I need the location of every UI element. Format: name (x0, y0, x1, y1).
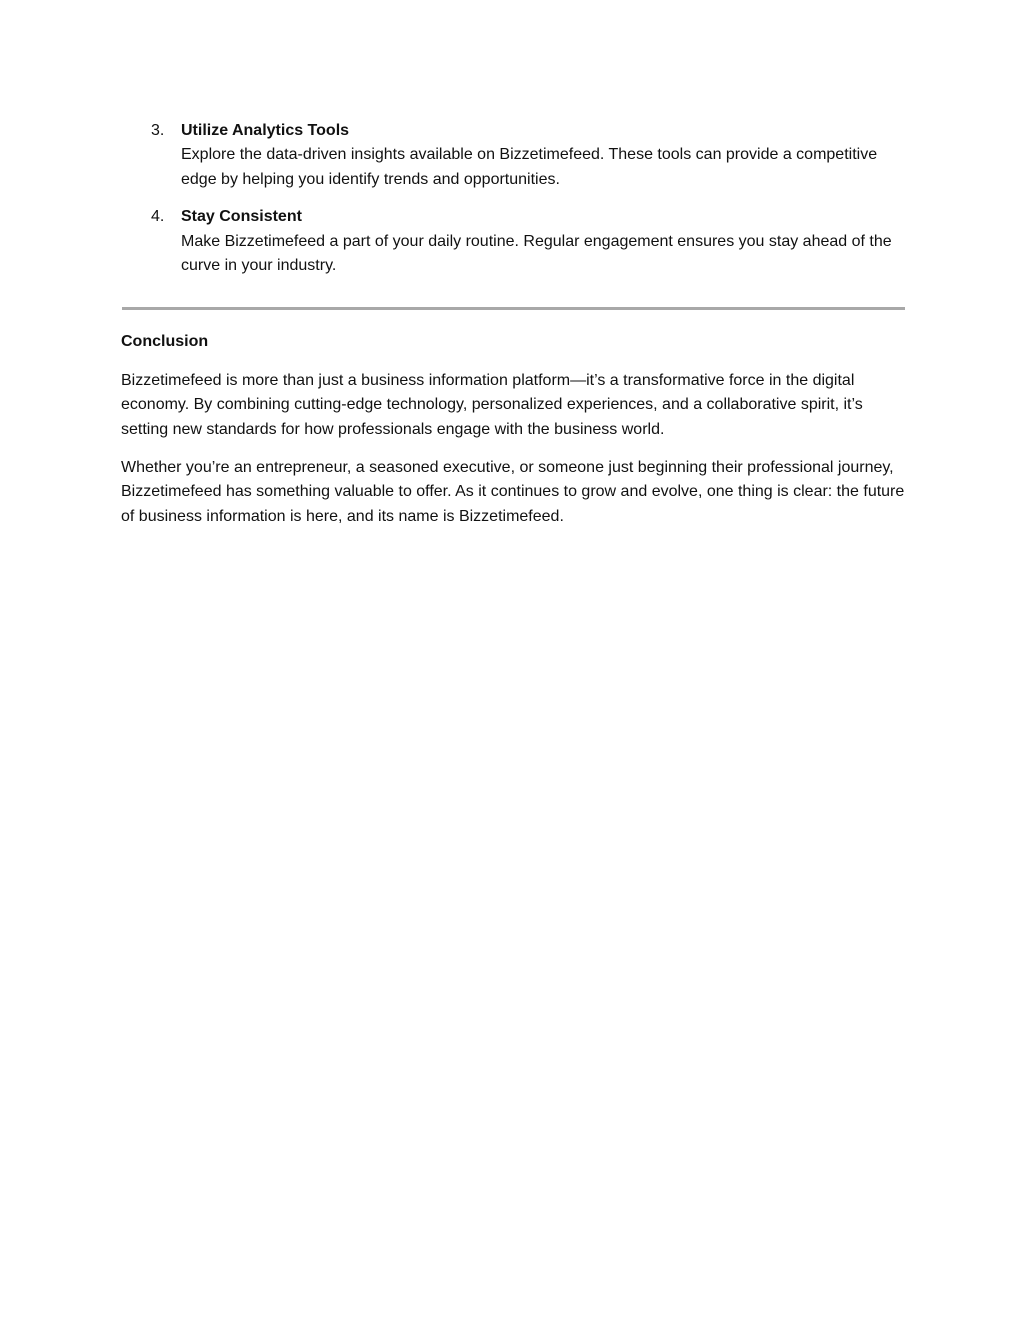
section-divider (122, 307, 905, 310)
document-content (121, 119, 906, 543)
list-item-text: Make Bizzetimefeed a part of your daily routine. Regular engagement ensures you stay ahead of the curve in your industry. (181, 232, 892, 275)
list-item-number: 4. (151, 208, 165, 226)
list-item-text: Explore the data-driven insights available on Bizzetimefeed. These tools can provide a competitive edge by helping you identify trends and opportunities. (181, 146, 878, 188)
conclusion-paragraph: Whether you’re an entrepreneur, a seasoned executive, or someone just beginning their professional journey, Bizzetimefeed has something valuable to offer. As it continues to grow and evolve, one thing is clear: the future of business information is here, and its name is Bizzetimefeed. (121, 459, 905, 525)
conclusion-paragraph: Bizzetimefeed is more than just a business information platform—it’s a transformative force in the digital economy. By combining cutting-edge technology, personalized experiences, and a collaborative spirit, it’s setting new standards for how professionals engage with the business world. (121, 371, 863, 438)
numbered-list (121, 119, 906, 278)
list-item-number: 3. (151, 122, 165, 139)
list-item (121, 205, 906, 278)
list-item-title: Stay Consistent (181, 208, 302, 226)
list-item (121, 119, 906, 192)
conclusion-heading: Conclusion (121, 333, 209, 351)
list-item-title: Utilize Analytics Tools (181, 122, 350, 139)
